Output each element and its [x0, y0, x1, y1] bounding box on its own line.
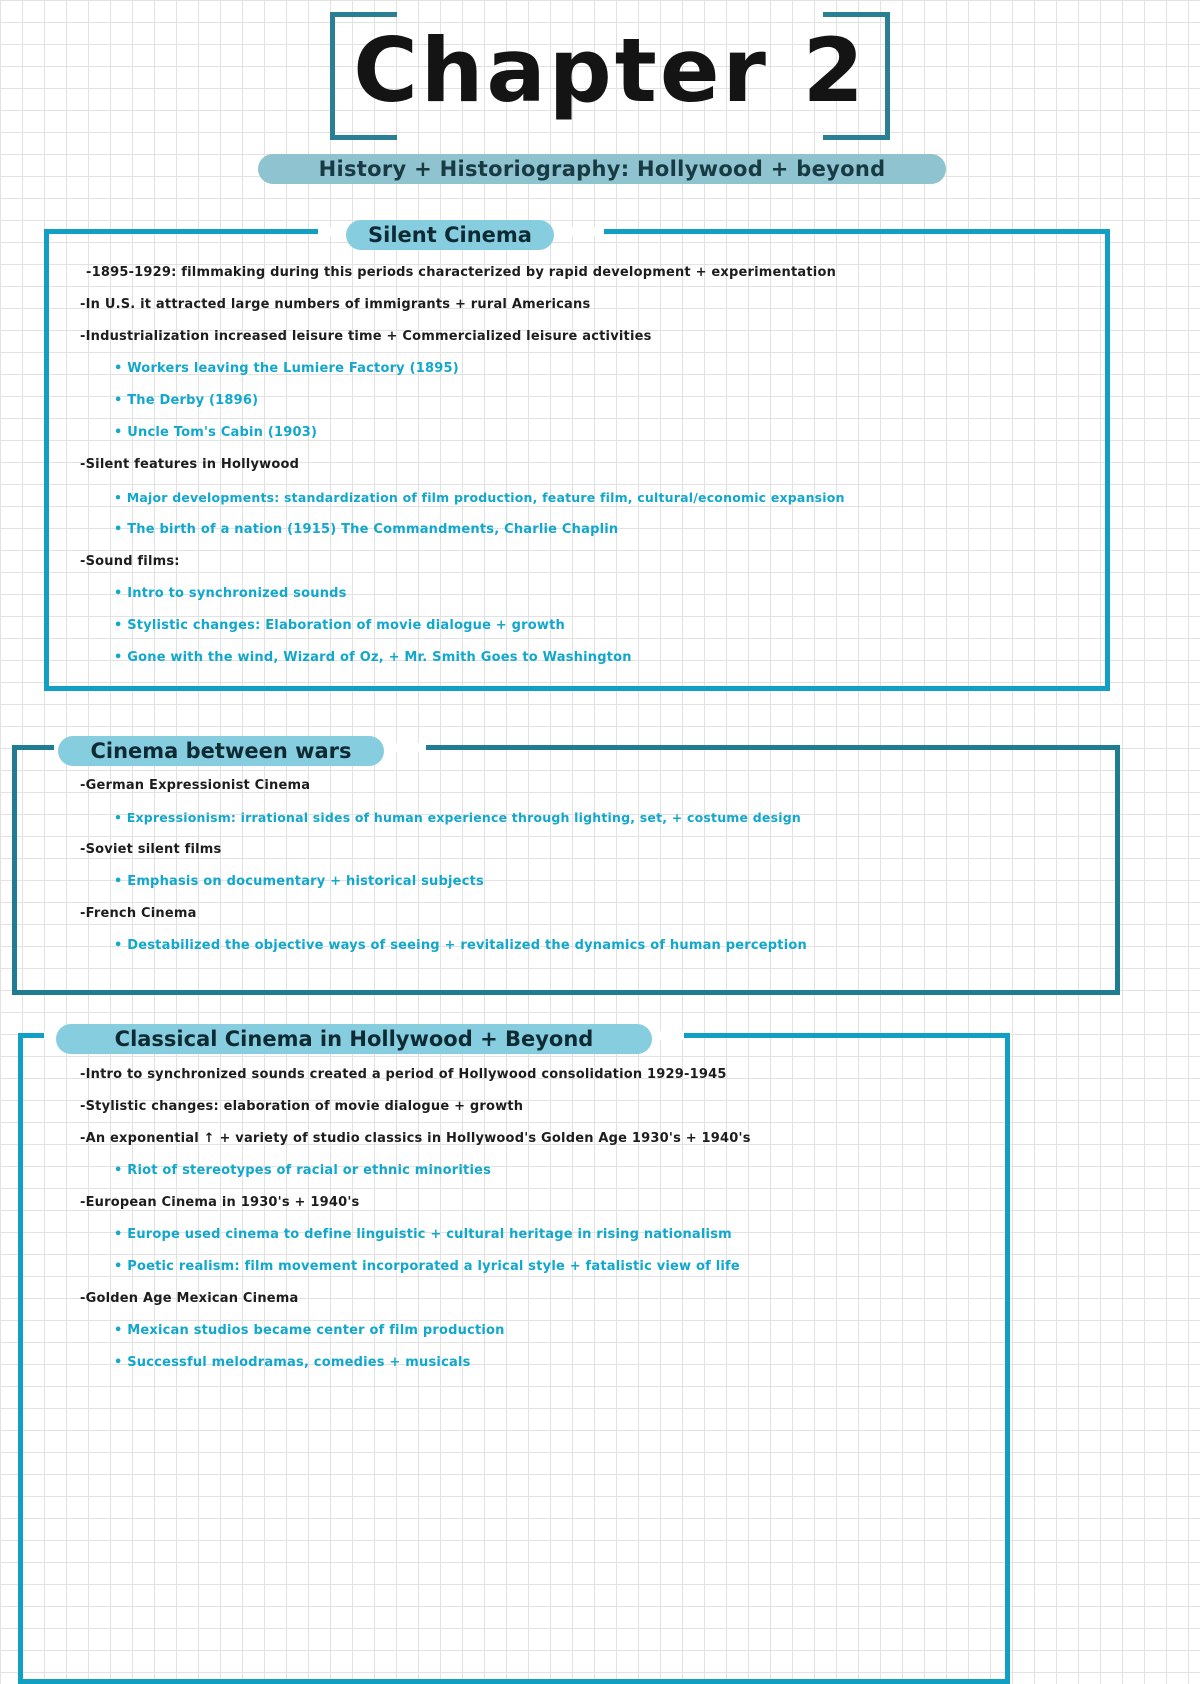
note-subline: • Gone with the wind, Wizard of Oz, + Mr. Smith Goes to Washington: [114, 650, 632, 665]
note-subline: • Uncle Tom's Cabin (1903): [114, 425, 318, 440]
note-subline: • The Derby (1896): [114, 393, 259, 408]
note-subline: • Riot of stereotypes of racial or ethnic minorities: [114, 1163, 492, 1178]
note-line: -1895-1929: filmmaking during this periods characterized by rapid development + experimentation: [86, 265, 837, 280]
note-line: -European Cinema in 1930's + 1940's: [80, 1195, 360, 1210]
note-line: -Soviet silent films: [80, 842, 222, 857]
note-subline: • Destabilized the objective ways of seeing + revitalized the dynamics of human perception: [114, 938, 807, 953]
section-heading-between-wars: Cinema between wars: [58, 736, 384, 766]
chapter-subtitle: History + Historiography: Hollywood + beyond: [258, 154, 946, 184]
section-heading-classical-cinema: Classical Cinema in Hollywood + Beyond: [56, 1024, 652, 1054]
note-subline: • Expressionism: irrational sides of human experience through lighting, set, + costume design: [114, 810, 801, 825]
note-subline: • Emphasis on documentary + historical subjects: [114, 874, 484, 889]
note-subline: • The birth of a nation (1915) The Commandments, Charlie Chaplin: [114, 522, 619, 537]
note-line: -Golden Age Mexican Cinema: [80, 1291, 299, 1306]
chapter-title-block: [330, 8, 890, 134]
section-heading-silent-cinema: Silent Cinema: [346, 220, 554, 250]
note-line: -In U.S. it attracted large numbers of immigrants + rural Americans: [80, 297, 591, 312]
note-subline: • Mexican studios became center of film production: [114, 1323, 505, 1338]
chapter-title: Chapter 2: [353, 19, 867, 122]
note-line: -Industrialization increased leisure time + Commercialized leisure activities: [80, 329, 652, 344]
note-subline: • Europe used cinema to define linguistic + cultural heritage in rising nationalism: [114, 1227, 732, 1242]
note-subline: • Workers leaving the Lumiere Factory (1895): [114, 361, 459, 376]
note-subline: • Stylistic changes: Elaboration of movie dialogue + growth: [114, 618, 565, 633]
note-line: -Stylistic changes: elaboration of movie dialogue + growth: [80, 1099, 524, 1114]
note-subline: • Successful melodramas, comedies + musicals: [114, 1355, 471, 1370]
note-line: -Silent features in Hollywood: [80, 457, 300, 472]
note-line: -German Expressionist Cinema: [80, 778, 311, 793]
note-subline: • Intro to synchronized sounds: [114, 586, 347, 601]
note-line: -An exponential ↑ + variety of studio classics in Hollywood's Golden Age 1930's + 1940's: [80, 1131, 751, 1146]
note-line: -Intro to synchronized sounds created a period of Hollywood consolidation 1929-1945: [80, 1067, 727, 1082]
note-subline: • Poetic realism: film movement incorporated a lyrical style + fatalistic view of life: [114, 1259, 740, 1274]
note-subline: • Major developments: standardization of film production, feature film, cultural/economic expansion: [114, 490, 845, 505]
note-line: -French Cinema: [80, 906, 197, 921]
note-line: -Sound films:: [80, 554, 180, 569]
